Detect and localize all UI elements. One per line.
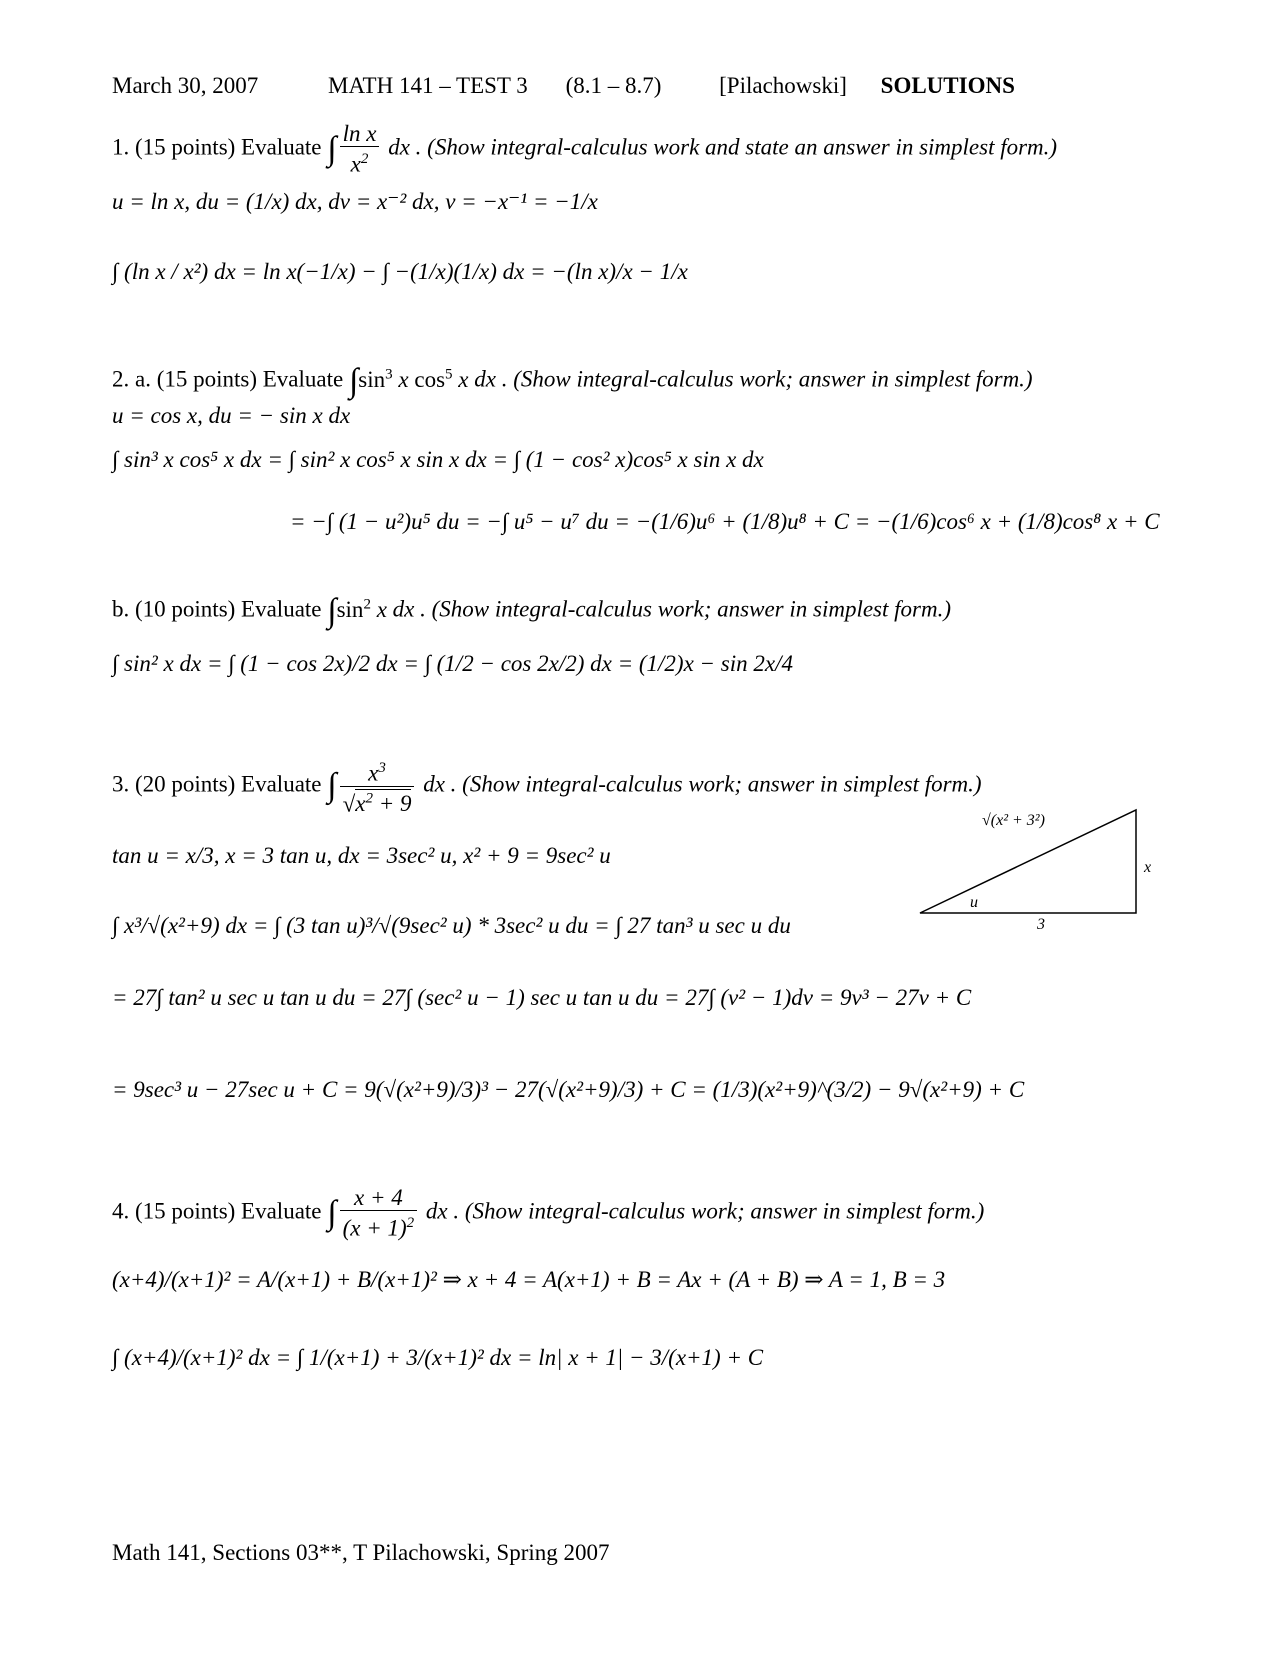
- q3-work-line3: = 9sec³ u − 27sec u + C = 9(√(x²+9)/3)³ − 27(√(x²+9)/3) + C = (1/3)(x²+9)^(3/2) − 9√(x²+9) + C: [112, 1077, 1025, 1102]
- header-date: March 30, 2007: [112, 73, 259, 98]
- q3-setup: tan u = x/3, x = 3 tan u, dx = 3sec² u, x² + 9 = 9sec² u: [112, 843, 611, 868]
- q2a-prompt-start: 2. a. (15 points) Evaluate: [112, 366, 344, 392]
- q1-prompt-end: dx . (Show integral-calculus work and state an answer in simplest form.): [388, 134, 1058, 160]
- q4-prompt: 4. (15 points) Evaluate ∫ $\frac{x + 4}{(x + 1)^2}$ dx . (Show integral-calculus work; answer in simplest form.): [112, 1185, 985, 1241]
- q3-work-line2: = 27∫ tan² u sec u tan u du = 27∫ (sec² u − 1) sec u tan u du = 27∫ (v² − 1)dv = 9v³ − 27v + C: [112, 985, 972, 1010]
- q4-prompt-end: dx . (Show integral-calculus work; answer in simplest form.): [425, 1198, 985, 1224]
- q2b-prompt-end: dx . (Show integral-calculus work; answer in simplest form.): [392, 596, 952, 622]
- q2a-work-line2: = −∫ (1 − u²)u⁵ du = −∫ u⁵ − u⁷ du = −(1/6)u⁶ + (1/8)u⁸ + C = −(1/6)cos⁶ x + (1/8)cos⁸ x + C: [290, 509, 1160, 534]
- q3-work-line1: ∫ x³/√(x²+9) dx = ∫ (3 tan u)³/√(9sec² u) * 3sec² u du = ∫ 27 tan³ u sec u du: [112, 913, 791, 938]
- q4-prompt-start: 4. (15 points) Evaluate: [112, 1198, 322, 1224]
- q2b-prompt-start: b. (10 points) Evaluate: [112, 596, 322, 622]
- triangle-angle-label: u: [970, 894, 978, 911]
- q1-work: ∫ (ln x / x²) dx = ln x(−1/x) − ∫ −(1/x)(1/x) dx = −(ln x)/x − 1/x: [112, 259, 688, 284]
- q2b-work: ∫ sin² x dx = ∫ (1 − cos 2x)/2 dx = ∫ (1/2 − cos 2x/2) dx = (1/2)x − sin 2x/4: [112, 651, 793, 676]
- q2a-setup: u = cos x, du = − sin x dx: [112, 403, 351, 428]
- q1-setup: u = ln x, du = (1/x) dx, dv = x⁻² dx, v = −x⁻¹ = −1/x: [112, 189, 598, 214]
- header-sections: (8.1 – 8.7): [565, 73, 662, 98]
- q2a-work-line1: ∫ sin³ x cos⁵ x dx = ∫ sin² x cos⁵ x sin x dx = ∫ (1 − cos² x)cos⁵ x sin x dx: [112, 447, 764, 472]
- q2a-prompt: 2. a. (15 points) Evaluate $\int\sin^3$ x $\cos^5 x$ dx . (Show integral-calculus work; answer in simplest form.): [112, 362, 1033, 400]
- header-instructor: [Pilachowski]: [719, 73, 847, 98]
- header-course: MATH 141 – TEST 3: [328, 73, 528, 98]
- q2b-prompt: b. (10 points) Evaluate $\int\sin^2$ x dx . (Show integral-calculus work; answer in simplest form.): [112, 592, 952, 630]
- page-footer: Math 141, Sections 03**, T Pilachowski, Spring 2007: [112, 1540, 610, 1565]
- reference-triangle: [900, 800, 1170, 930]
- page-header: [112, 72, 1015, 100]
- q2a-prompt-end: dx . (Show integral-calculus work; answer in simplest form.): [474, 366, 1033, 392]
- q3-prompt: 3. (20 points) Evaluate ∫ $\frac{x^3}{√x^2 + 9}$ dx . (Show integral-calculus work; answer in simplest form.): [112, 756, 982, 816]
- q1-prompt-start: 1. (15 points) Evaluate: [112, 134, 322, 160]
- header-solutions-label: SOLUTIONS: [880, 73, 1015, 98]
- q3-prompt-end: dx . (Show integral-calculus work; answer in simplest form.): [423, 771, 982, 797]
- q3-prompt-start: 3. (20 points) Evaluate: [112, 771, 322, 797]
- triangle-opposite-label: x: [1144, 859, 1152, 876]
- q1-prompt: 1. (15 points) Evaluate ∫ $\frac{\text{ln x}}{x^2}$ dx . (Show integral-calculus work and state an answer in simplest form.): [112, 121, 1058, 177]
- triangle-hypotenuse-label: √(x² + 3²): [982, 812, 1045, 829]
- q4-work: ∫ (x+4)/(x+1)² dx = ∫ 1/(x+1) + 3/(x+1)² dx = ln| x + 1| − 3/(x+1) + C: [112, 1345, 764, 1370]
- q4-setup: (x+4)/(x+1)² = A/(x+1) + B/(x+1)² ⇒ x + 4 = A(x+1) + B = Ax + (A + B) ⇒ A = 1, B = 3: [112, 1267, 946, 1292]
- triangle-adjacent-label: 3: [1037, 916, 1045, 930]
